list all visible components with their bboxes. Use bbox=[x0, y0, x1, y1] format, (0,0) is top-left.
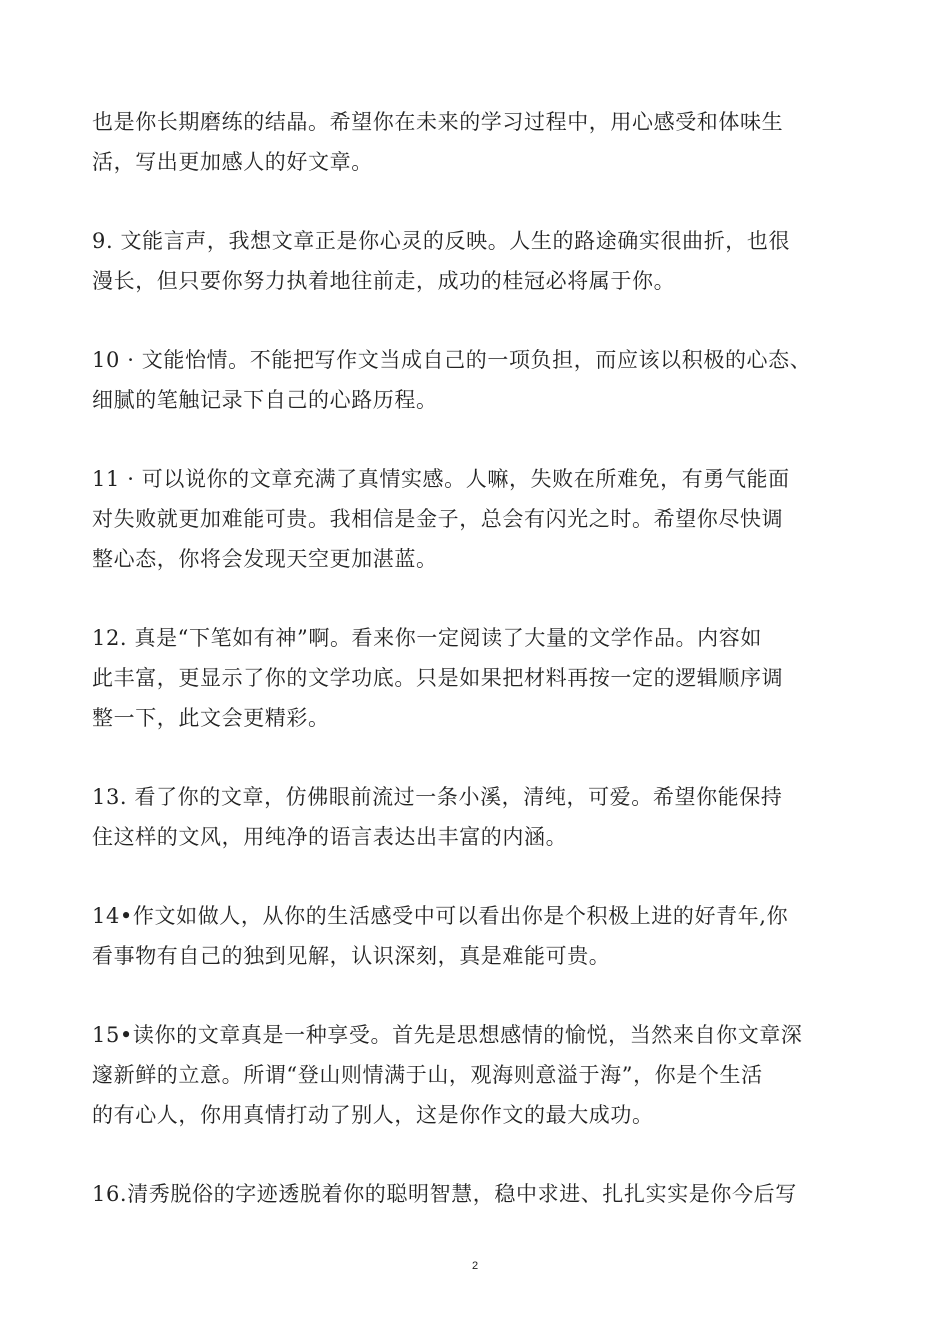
text-line: 住这样的文风，用纯净的语言表达出丰富的内涵。 bbox=[92, 825, 568, 849]
text-line: 漫长，但只要你努力执着地往前走，成功的桂冠必将属于你。 bbox=[92, 269, 676, 293]
text-line: 看事物有自己的独到见解，认识深刻，真是难能可贵。 bbox=[92, 944, 611, 968]
comment-item-14 bbox=[92, 896, 882, 976]
comment-item-16 bbox=[92, 1174, 882, 1214]
text-line: 的有心人，你用真情打动了别人，这是你作文的最大成功。 bbox=[92, 1103, 654, 1127]
comment-item-12 bbox=[92, 618, 882, 738]
paragraph-continuation bbox=[92, 102, 882, 182]
comment-item-9 bbox=[92, 221, 882, 301]
comment-item-15 bbox=[92, 1015, 882, 1135]
text-line: 细腻的笔触记录下自己的心路历程。 bbox=[92, 388, 438, 412]
text-line: 13. 看了你的文章，仿佛眼前流过一条小溪，清纯，可爱。希望你能保持 bbox=[92, 785, 783, 809]
text-line: 11 · 可以说你的文章充满了真情实感。人嘛，失败在所难免，有勇气能面 bbox=[92, 467, 790, 491]
text-line: 9. 文能言声，我想文章正是你心灵的反映。人生的路途确实很曲折，也很 bbox=[92, 229, 791, 253]
comment-item-13 bbox=[92, 777, 882, 857]
text-line: 14•作文如做人，从你的生活感受中可以看出你是个积极上进的好青年,你 bbox=[92, 904, 789, 928]
text-line: 12. 真是“下笔如有神”啊。看来你一定阅读了大量的文学作品。内容如 bbox=[92, 626, 762, 650]
text-line: 活，写出更加感人的好文章。 bbox=[92, 150, 373, 174]
text-line: 10 · 文能怡情。不能把写作文当成自己的一项负担，而应该以积极的心态、 bbox=[92, 348, 812, 372]
text-line: 16.清秀脱俗的字迹透脱着你的聪明智慧，稳中求进、扎扎实实是你今后写 bbox=[92, 1182, 797, 1206]
text-line: 整心态，你将会发现天空更加湛蓝。 bbox=[92, 547, 438, 571]
comment-item-10 bbox=[92, 340, 882, 420]
text-line: 整一下，此文会更精彩。 bbox=[92, 706, 330, 730]
text-line: 邃新鲜的立意。所谓“登山则情满于山，观海则意溢于海”，你是个生活 bbox=[92, 1063, 763, 1087]
text-line: 对失败就更加难能可贵。我相信是金子，总会有闪光之时。希望你尽快调 bbox=[92, 507, 784, 531]
page-number: 2 bbox=[471, 1260, 479, 1272]
comment-item-11 bbox=[92, 459, 882, 579]
text-line: 15•读你的文章真是一种享受。首先是思想感情的愉悦，当然来自你文章深 bbox=[92, 1023, 803, 1047]
text-line: 也是你长期磨练的结晶。希望你在未来的学习过程中，用心感受和体味生 bbox=[92, 110, 784, 134]
text-line: 此丰富，更显示了你的文学功底。只是如果把材料再按一定的逻辑顺序调 bbox=[92, 666, 784, 690]
